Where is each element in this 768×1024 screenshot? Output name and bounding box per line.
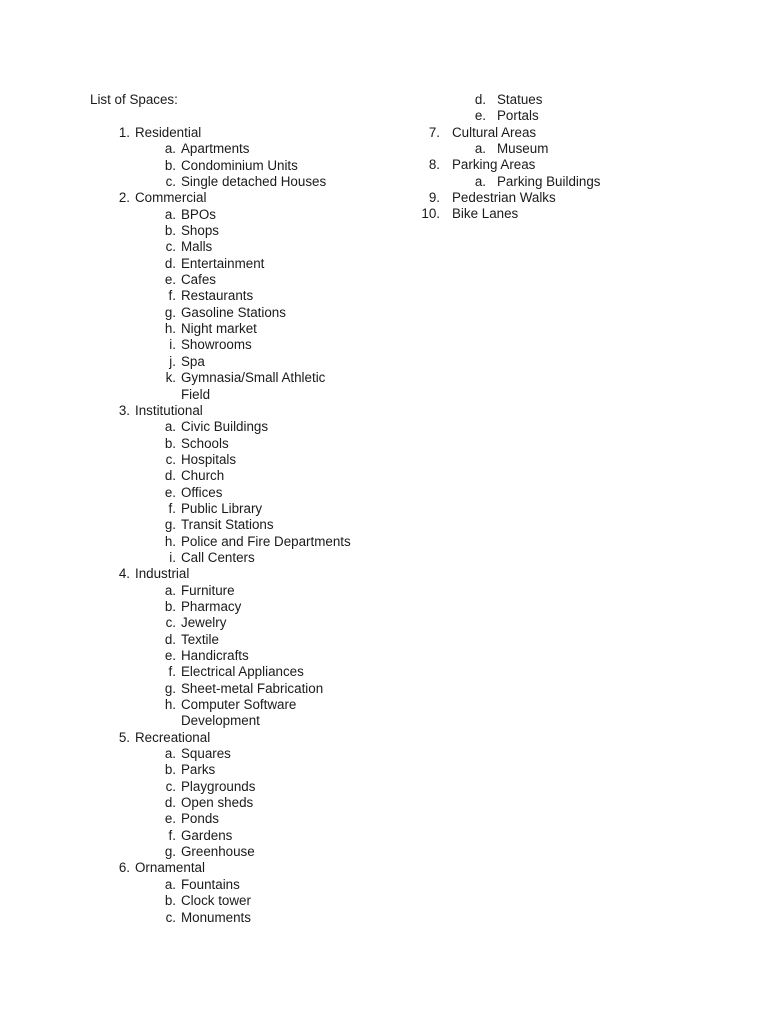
item-letter: a.: [164, 876, 176, 892]
category-label: Commercial: [135, 190, 207, 206]
list-item: [90, 452, 410, 468]
list-item: [90, 811, 410, 827]
item-label: Monuments: [181, 909, 251, 925]
list-item: [90, 583, 410, 599]
list-column-left: [90, 125, 410, 926]
item-letter: f.: [168, 288, 176, 304]
category-number: 4.: [118, 566, 130, 582]
item-letter: e.: [474, 108, 486, 124]
item-letter: f.: [168, 500, 176, 516]
item-label: Malls: [181, 239, 213, 255]
item-label: Pharmacy: [181, 598, 242, 614]
item-letter: f.: [168, 664, 176, 680]
item-label: Statues: [497, 92, 543, 107]
item-letter: g.: [164, 517, 176, 533]
item-label: Clock tower: [181, 893, 251, 909]
item-label: Gardens: [181, 827, 233, 843]
category-heading: [90, 566, 410, 582]
item-label: Police and Fire Departments: [181, 533, 351, 549]
item-label: Call Centers: [181, 549, 255, 565]
category-number: 5.: [118, 729, 130, 745]
item-label: Ponds: [181, 811, 219, 827]
item-letter: g.: [164, 304, 176, 320]
item-letter: d.: [164, 795, 176, 811]
item-letter: i.: [169, 337, 176, 353]
list-item: [400, 141, 700, 157]
item-label: Church: [181, 468, 225, 484]
list-item: [90, 534, 410, 550]
item-label: Shops: [181, 223, 219, 239]
category-number: 10.: [421, 206, 440, 222]
list-item: [90, 550, 410, 566]
list-item: [90, 370, 410, 403]
list-item: [90, 272, 410, 288]
list-item: [90, 648, 410, 664]
list-item: [90, 681, 410, 697]
item-label: Computer Software Development: [181, 697, 297, 729]
item-label: Jewelry: [181, 615, 227, 631]
list-item: [90, 795, 410, 811]
category-heading: [90, 190, 410, 206]
item-letter: h.: [164, 697, 176, 713]
item-letter: c.: [165, 909, 176, 925]
list-item: [90, 305, 410, 321]
item-letter: j.: [169, 353, 176, 369]
item-letter: c.: [165, 615, 176, 631]
list-item: [90, 893, 410, 909]
item-label: Playgrounds: [181, 778, 256, 794]
category-number: 7.: [428, 124, 440, 140]
list-item: [90, 828, 410, 844]
item-label: Parks: [181, 762, 216, 778]
list-item: [90, 517, 410, 533]
list-item: [90, 321, 410, 337]
category-label: Bike Lanes: [452, 206, 519, 222]
item-label: Restaurants: [181, 288, 254, 304]
category-label: Residential: [135, 125, 202, 140]
list-item: [400, 108, 700, 124]
item-letter: b.: [164, 157, 176, 173]
item-label: Museum: [497, 141, 549, 157]
item-letter: a.: [164, 746, 176, 762]
category-heading: [90, 860, 410, 876]
item-letter: a.: [164, 582, 176, 598]
item-label: Fountains: [181, 876, 240, 892]
item-letter: h.: [164, 321, 176, 337]
list-item: [90, 844, 410, 860]
item-label: Hospitals: [181, 451, 237, 467]
category-heading: [400, 157, 700, 173]
item-letter: b.: [164, 223, 176, 239]
item-letter: b.: [164, 598, 176, 614]
item-label: Public Library: [181, 500, 263, 516]
item-label: Condominium Units: [181, 157, 298, 173]
item-label: BPOs: [181, 206, 216, 222]
item-label: Sheet-metal Fabrication: [181, 680, 324, 696]
list-item: [90, 632, 410, 648]
category-label: Recreational: [135, 729, 211, 745]
item-label: Spa: [181, 353, 205, 369]
list-item: [90, 485, 410, 501]
item-letter: c.: [165, 174, 176, 190]
item-label: Handicrafts: [181, 648, 249, 663]
item-label: Schools: [181, 435, 229, 451]
category-heading: [400, 206, 700, 222]
item-label: Open sheds: [181, 795, 254, 811]
category-number: 8.: [428, 157, 440, 173]
list-item: [90, 664, 410, 680]
list-item: [90, 256, 410, 272]
item-label: Night market: [181, 321, 257, 337]
page-title: List of Spaces:: [90, 92, 178, 107]
item-label: Cafes: [181, 272, 216, 288]
list-item: [90, 615, 410, 631]
list-item: [400, 174, 700, 190]
list-item: [90, 762, 410, 778]
item-letter: a.: [164, 206, 176, 222]
list-item: [90, 436, 410, 452]
item-label: Gasoline Stations: [181, 304, 286, 320]
item-letter: k.: [165, 370, 176, 386]
item-label: Single detached Houses: [181, 174, 327, 190]
item-letter: e.: [164, 272, 176, 288]
category-number: 1.: [118, 125, 130, 140]
category-heading: [400, 125, 700, 141]
list-item: [90, 877, 410, 893]
category-number: 2.: [118, 190, 130, 206]
list-item: [90, 419, 410, 435]
category-label: Pedestrian Walks: [452, 190, 556, 206]
item-label: Entertainment: [181, 255, 265, 271]
category-label: Ornamental: [135, 860, 205, 876]
list-item: [90, 141, 410, 157]
item-label: Apartments: [181, 141, 250, 157]
item-letter: c.: [165, 778, 176, 794]
item-letter: b.: [164, 893, 176, 909]
item-label: Greenhouse: [181, 844, 255, 860]
list-column-right: [400, 92, 700, 223]
item-letter: a.: [164, 419, 176, 435]
item-label: Offices: [181, 484, 223, 500]
list-item: [400, 92, 700, 108]
category-number: 3.: [118, 402, 130, 418]
list-item: [90, 468, 410, 484]
item-label: Squares: [181, 746, 231, 762]
list-item: [90, 910, 410, 926]
item-label: Textile: [181, 631, 219, 647]
list-item: [90, 239, 410, 255]
list-item: [90, 599, 410, 615]
item-letter: e.: [164, 484, 176, 500]
item-letter: d.: [164, 468, 176, 484]
item-letter: e.: [164, 648, 176, 663]
category-label: Parking Areas: [452, 157, 536, 173]
item-letter: d.: [164, 631, 176, 647]
list-item: [90, 746, 410, 762]
item-letter: a.: [474, 173, 486, 189]
item-letter: h.: [164, 533, 176, 549]
item-label: Showrooms: [181, 337, 252, 353]
item-letter: c.: [165, 239, 176, 255]
category-number: 6.: [118, 860, 130, 876]
list-item: [90, 207, 410, 223]
category-heading: [90, 730, 410, 746]
item-label: Electrical Appliances: [181, 664, 304, 680]
list-item: [90, 174, 410, 190]
category-number: 9.: [428, 190, 440, 206]
item-letter: d.: [474, 92, 486, 107]
category-label: Institutional: [135, 402, 203, 418]
item-letter: g.: [164, 844, 176, 860]
item-label: Parking Buildings: [497, 173, 601, 189]
item-letter: d.: [164, 255, 176, 271]
item-letter: c.: [165, 451, 176, 467]
item-label: Portals: [497, 108, 539, 124]
item-letter: a.: [164, 141, 176, 157]
list-item: [90, 354, 410, 370]
category-label: Industrial: [135, 566, 190, 582]
category-heading: [90, 125, 410, 141]
item-label: Transit Stations: [181, 517, 274, 533]
item-letter: b.: [164, 435, 176, 451]
list-item: [90, 697, 410, 730]
list-item: [90, 223, 410, 239]
item-label: Civic Buildings: [181, 419, 269, 435]
item-letter: a.: [474, 141, 486, 157]
item-letter: e.: [164, 811, 176, 827]
list-item: [90, 779, 410, 795]
list-item: [90, 158, 410, 174]
item-letter: f.: [168, 827, 176, 843]
item-letter: g.: [164, 680, 176, 696]
list-item: [90, 288, 410, 304]
list-item: [90, 501, 410, 517]
category-heading: [90, 403, 410, 419]
item-label: Furniture: [181, 582, 235, 598]
category-heading: [400, 190, 700, 206]
item-label: Gymnasia/Small Athletic Field: [181, 370, 326, 402]
category-label: Cultural Areas: [452, 124, 537, 140]
item-letter: b.: [164, 762, 176, 778]
list-item: [90, 337, 410, 353]
item-letter: i.: [169, 549, 176, 565]
